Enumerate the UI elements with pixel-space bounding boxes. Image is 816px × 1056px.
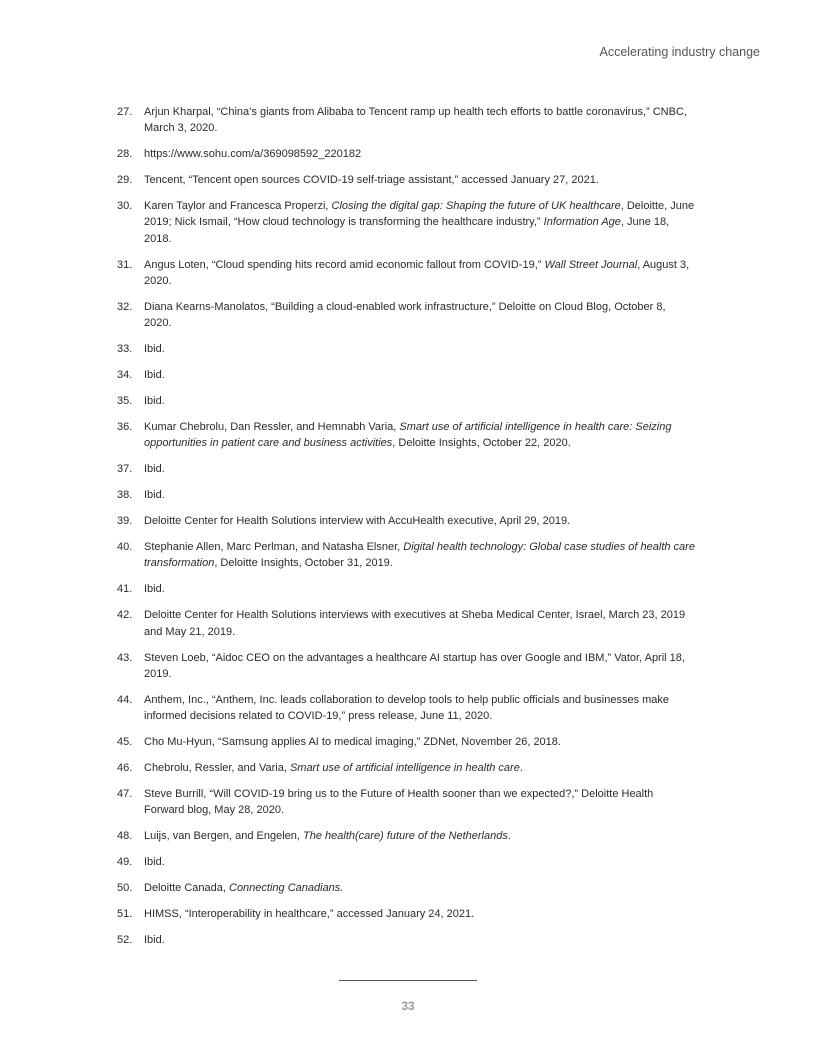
endnote-text [144,104,695,136]
endnote-number: 41. [117,583,133,596]
endnote-item [117,393,695,409]
footer-divider [339,980,477,981]
citation-title: Closing the digital gap: Shaping the future of UK healthcare [331,200,621,213]
citation-segment: . [519,762,523,775]
endnote-item [117,906,695,922]
endnote-item [117,341,695,357]
endnote-item [117,419,695,451]
endnote-text [144,854,695,870]
citation-title: Digital health technology: Global case studies of health care transformation [144,541,695,570]
citation-segment: HIMSS, “Interoperability in healthcare,” accessed January 24, 2021. [144,908,475,921]
endnote-item [117,734,695,750]
endnote-text [144,828,695,844]
endnote-item [117,607,695,639]
citation-segment: Deloitte Center for Health Solutions interviews with executives at Sheba Medical Center, Israel, March 23, 2019 and May 21, 2019. [144,609,686,638]
endnote-number: 44. [117,693,133,706]
endnote-number: 34. [117,369,133,382]
citation-segment: , August 3, 2020. [144,258,690,287]
endnote-text [144,172,695,188]
endnote-number: 27. [117,106,133,118]
endnote-item [117,367,695,383]
endnote-number: 40. [117,541,133,554]
endnote-number: 31. [117,258,133,271]
endnote-number: 46. [117,762,133,775]
endnote-number: 45. [117,736,133,749]
citation-segment: Ibid. [144,934,165,947]
citation-segment: Stephanie Allen, Marc Perlman, and Natasha Elsner, [144,541,404,554]
endnote-text [144,539,695,571]
endnote-text [144,734,695,750]
endnote-text [144,419,695,451]
citation-segment: , Deloitte Insights, October 31, 2019. [214,557,393,570]
citation-title: Smart use of artificial intelligence in health care [289,762,520,775]
endnote-item [117,198,695,247]
citation-segment: Ibid. [144,856,165,869]
endnote-number: 28. [117,148,133,161]
citation-title: Information Age [543,216,621,229]
endnote-text [144,650,695,682]
endnote-item [117,513,695,529]
citation-segment: Karen Taylor and Francesca Properzi, [144,200,332,213]
endnote-item [117,650,695,682]
citation-title: Smart use of artificial intelligence in health care: Seizing opportunities in patient care and business activities [144,421,672,450]
endnote-item [117,828,695,844]
citation-segment: Cho Mu-Hyun, “Samsung applies AI to medical imaging,” ZDNet, November 26, 2018. [144,736,561,749]
endnote-number: 29. [117,174,133,187]
endnote-number: 38. [117,489,133,502]
citation-segment: . [507,830,511,843]
citation-segment: , June 18, 2018. [144,216,670,245]
citation-segment: , Deloitte Insights, October 22, 2020. [392,437,571,450]
endnote-text [144,932,695,948]
page-number: 33 [401,999,415,1013]
citation-segment: Angus Loten, “Cloud spending hits record amid economic fallout from COVID-19,” [144,258,545,271]
endnote-number: 50. [117,882,133,895]
endnote-item [117,461,695,477]
citation-segment: Diana Kearns-Manolatos, “Building a cloud-enabled work infrastructure,” Deloitte on Cloud Blog, October 8, 2020. [144,300,666,330]
endnote-item [117,172,695,188]
endnote-number: 32. [117,300,133,313]
citation-segment: Arjun Kharpal, “China’s giants from Alibaba to Tencent ramp up health tech efforts to battle coronavirus,” CNBC, March 3, 2020. [144,106,687,135]
endnote-number: 52. [117,934,133,947]
citation-segment: https://www.sohu.com/a/369098592_220182 [144,148,362,161]
citation-segment: Ibid. [144,489,165,502]
endnote-number: 42. [117,609,133,622]
endnote-text [144,513,695,529]
endnote-number: 37. [117,463,133,476]
endnote-text [144,581,695,597]
citation-segment: Ibid. [144,583,165,596]
endnote-item [117,257,695,289]
endnote-item [117,880,695,896]
endnote-number: 43. [117,651,133,664]
citation-segment: Anthem, Inc., “Anthem, Inc. leads collaboration to develop tools to help public officials and businesses make informed decisions related to COVID-19,” press release, June 11, 2020. [144,693,670,723]
endnote-number: 48. [117,830,133,843]
endnote-text [144,393,695,409]
endnote-number: 36. [117,421,133,434]
endnote-number: 39. [117,515,133,528]
running-header: Accelerating industry change [599,45,760,59]
endnote-text [144,198,695,247]
endnote-item [117,854,695,870]
citation-title: Wall Street Journal [544,258,638,271]
citation-segment: Ibid. [144,343,165,356]
endnote-item [117,539,695,571]
endnote-text [144,880,695,896]
endnote-text [144,146,695,162]
endnote-text [144,607,695,639]
endnote-number: 30. [117,200,133,213]
endnote-item [117,760,695,776]
endnote-item [117,299,695,331]
endnote-item [117,692,695,724]
citation-segment: Tencent, “Tencent open sources COVID-19 self-triage assistant,” accessed January 27, 2021. [144,174,599,187]
citation-title: The health(care) future of the Netherlands [303,830,508,843]
endnote-text [144,906,695,922]
endnote-number: 49. [117,856,133,869]
endnote-text [144,341,695,357]
endnote-number: 35. [117,395,133,408]
endnote-text [144,487,695,503]
citation-segment: Ibid. [144,395,165,408]
endnote-text [144,461,695,477]
endnote-item [117,581,695,597]
endnote-item [117,786,695,818]
endnotes-list [117,104,695,958]
citation-segment: Kumar Chebrolu, Dan Ressler, and Hemnabh Varia, [144,421,400,434]
citation-title: Connecting Canadians. [229,882,344,895]
endnote-text [144,367,695,383]
citation-segment: Steven Loeb, “Aidoc CEO on the advantages a healthcare AI startup has over Google and IBM,” Vator, April 18, 2019. [144,651,685,680]
endnote-text [144,692,695,724]
endnote-text [144,299,695,331]
citation-segment: Chebrolu, Ressler, and Varia, [144,762,290,775]
endnote-item [117,104,695,136]
endnote-item [117,146,695,162]
citation-segment: Ibid. [144,369,165,382]
endnote-text [144,257,695,289]
citation-segment: Luijs, van Bergen, and Engelen, [144,830,304,843]
endnote-item [117,932,695,948]
citation-segment: Deloitte Canada, [144,882,229,895]
endnote-item [117,487,695,503]
citation-segment: , Deloitte, June 2019; Nick Ismail, “How cloud technology is transforming the healthcare industry,” [144,200,695,229]
citation-segment: Steve Burrill, “Will COVID-19 bring us to the Future of Health sooner than we expected?,” Deloitte Health Forward blog, May 28, 2020. [144,788,654,817]
endnote-text [144,760,695,776]
endnote-number: 33. [117,343,133,356]
citation-segment: Deloitte Center for Health Solutions interview with AccuHealth executive, April 29, 2019. [144,515,571,528]
citation-segment: Ibid. [144,463,165,476]
endnote-number: 51. [117,908,133,921]
endnote-text [144,786,695,818]
endnote-number: 47. [117,788,133,801]
